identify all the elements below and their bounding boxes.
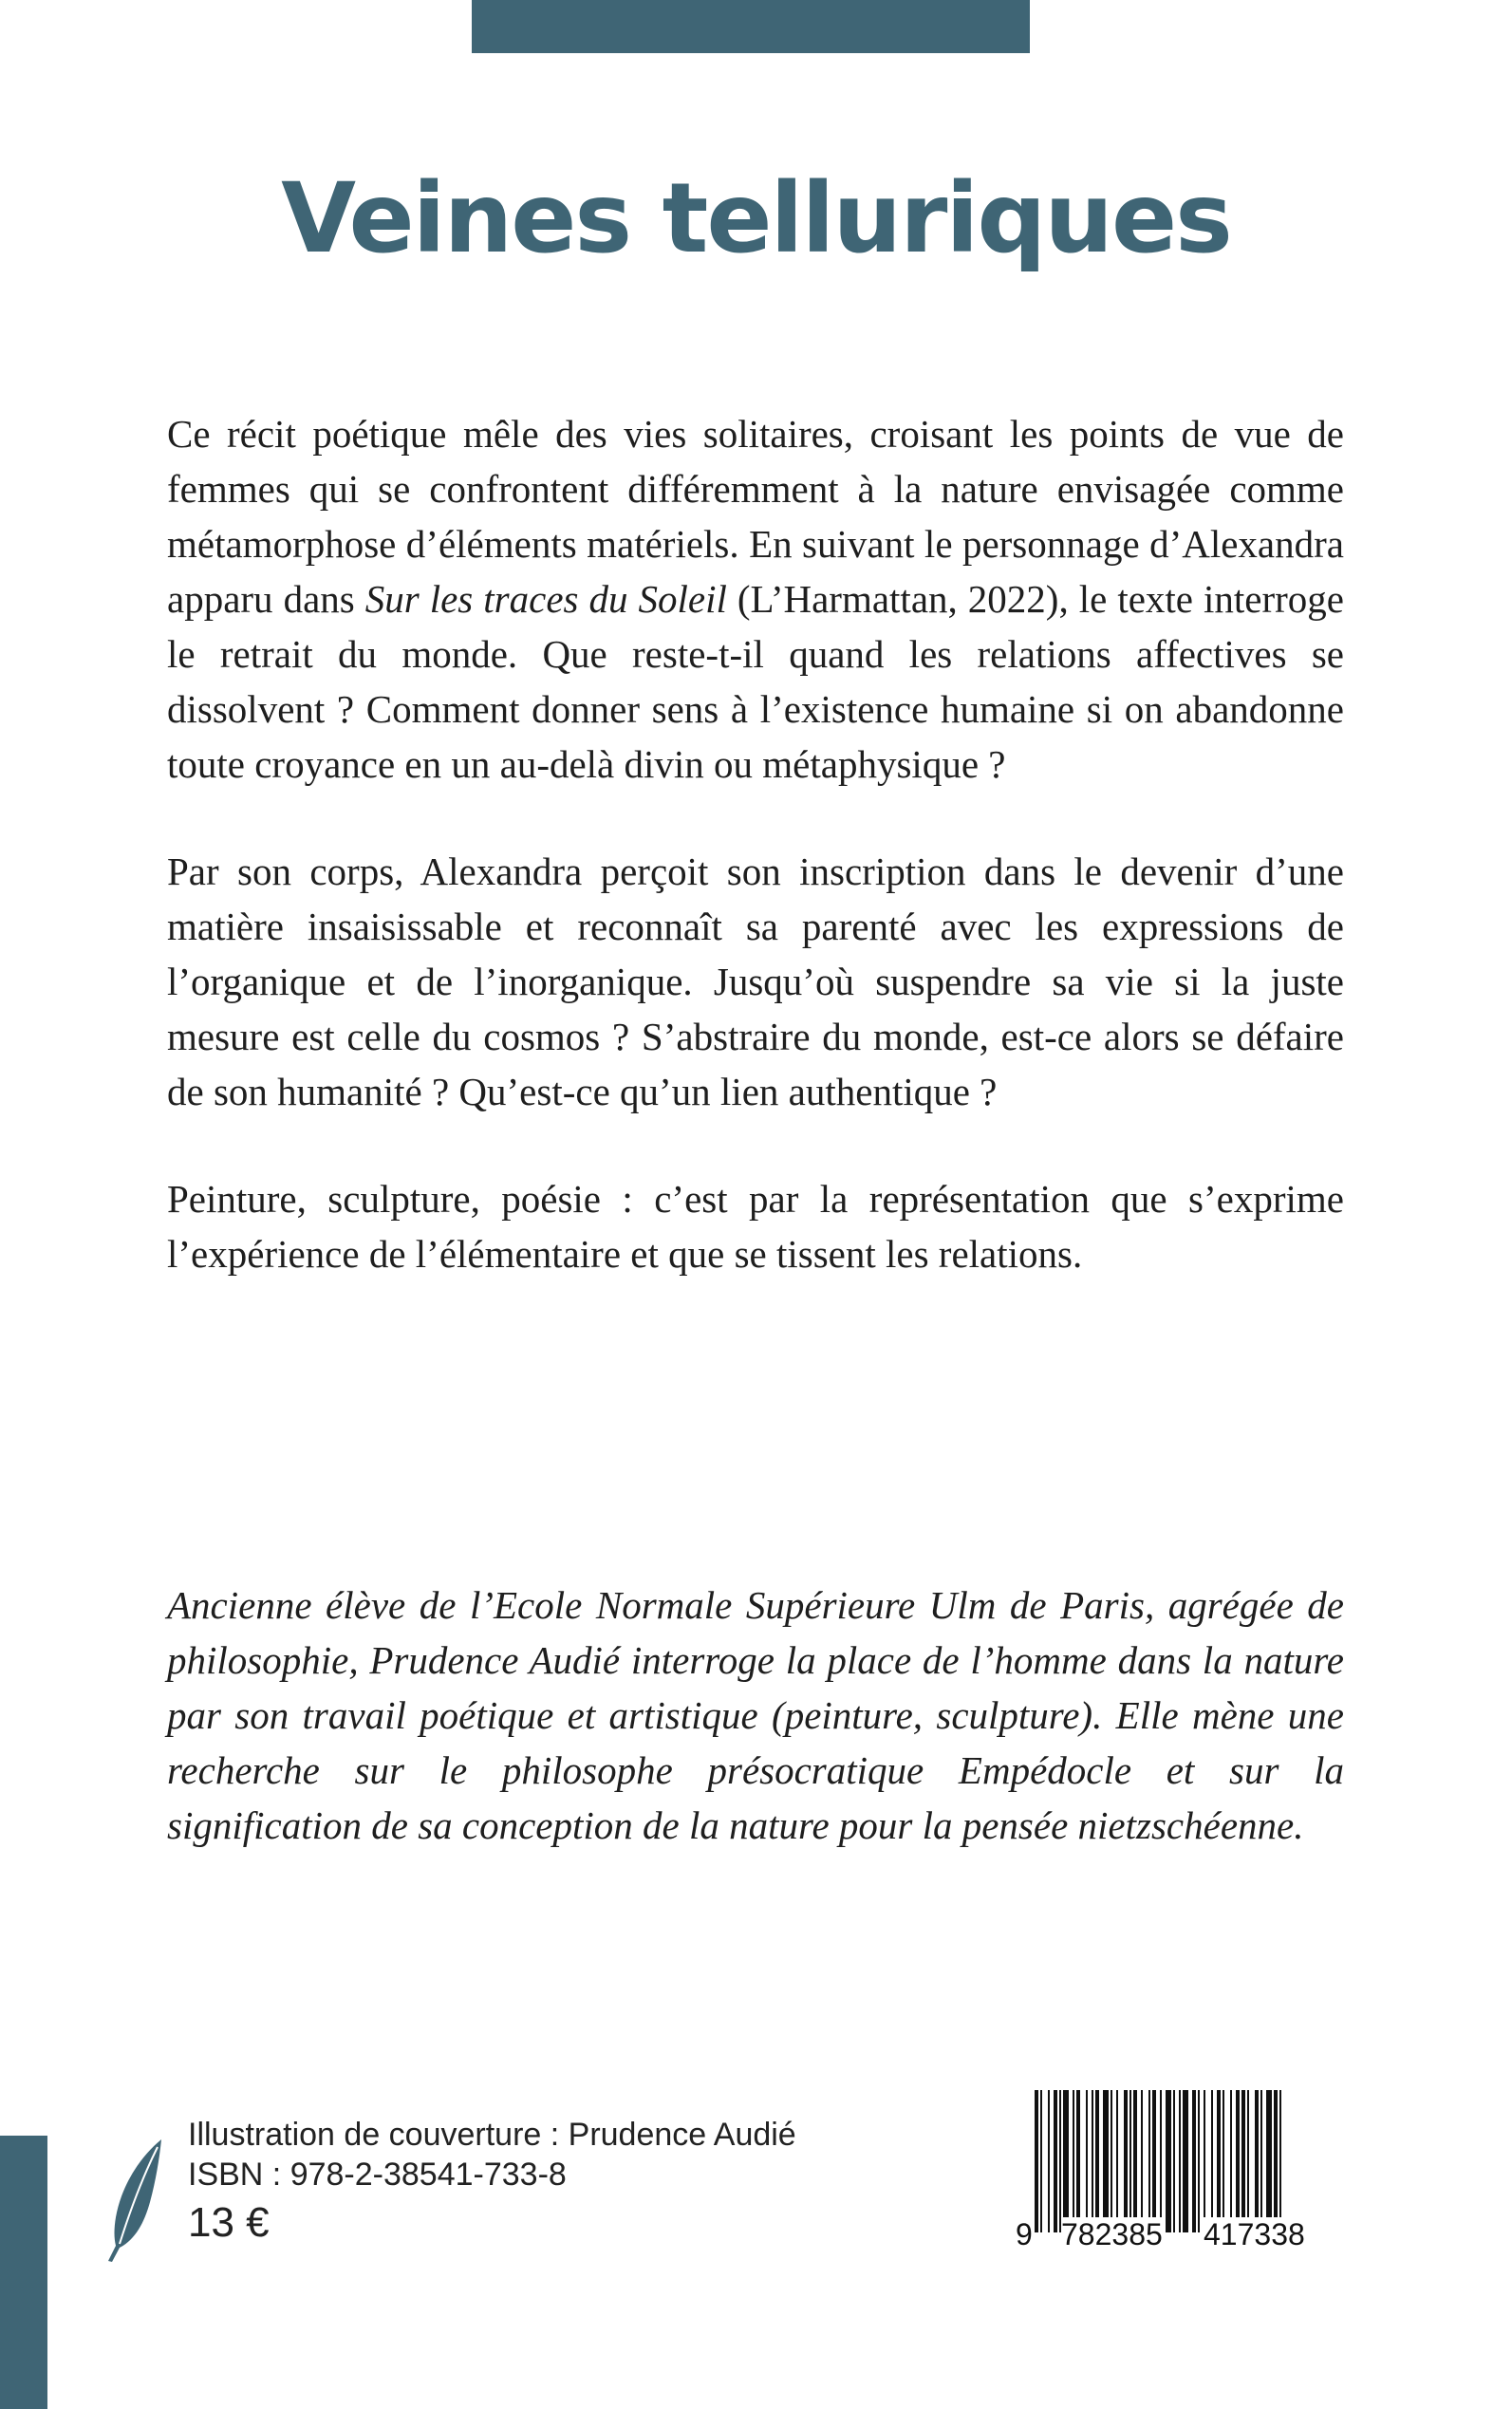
quill-feather-icon <box>103 2136 169 2264</box>
barcode-bar <box>1198 2090 1200 2232</box>
barcode-bar <box>1223 2090 1224 2232</box>
blurb-paragraph-2: Par son corps, Alexandra perçoit son inscription dans le devenir d’une matière insaisissable et reconnaît sa parenté avec les expressions de l’organique et de l’inorganique. Jusqu’où suspendre sa vie si la juste mesure est celle du cosmos ? S’abstraire du monde, est-ce alors se défaire de son humanité ? Qu’est-ce qu’un lien authentique ? <box>167 850 1344 1113</box>
barcode-bar <box>1279 2090 1281 2232</box>
blurb-text: (L’Harmattan, 2022), le texte interroge le retrait du monde. Que reste-t-il quand les relations affectives se dissolvent ? Comment donner sens à l’existence humaine si on abandonne toute croyance en un au-delà divin ou métaphysique ? <box>167 577 1344 786</box>
barcode-icon <box>1016 2090 1329 2280</box>
barcode-bar <box>1103 2090 1109 2232</box>
price: 13 € <box>188 2199 270 2246</box>
barcode-bar <box>1086 2090 1088 2232</box>
isbn: ISBN : 978-2-38541-733-8 <box>188 2157 567 2193</box>
barcode-bar <box>1076 2090 1080 2232</box>
barcode-group-1: 782385 <box>1061 2217 1163 2251</box>
barcode-bar <box>1116 2090 1118 2232</box>
barcode-bar <box>1148 2090 1150 2232</box>
barcode-bar <box>1111 2090 1112 2232</box>
book-title: Veines telluriques <box>281 162 1231 275</box>
credits-block <box>188 2115 796 2251</box>
barcode-bar <box>1152 2090 1156 2232</box>
barcode-bar <box>1054 2090 1057 2232</box>
barcode-bar <box>1063 2090 1069 2232</box>
barcode-lead-digit: 9 <box>1016 2217 1033 2251</box>
barcode-bar <box>1073 2090 1074 2232</box>
barcode-bar <box>1255 2090 1259 2232</box>
barcode-bar <box>1236 2090 1240 2232</box>
barcode-bar <box>1160 2090 1162 2232</box>
barcode-bar <box>1247 2090 1249 2232</box>
barcode-bar <box>1095 2090 1099 2232</box>
barcode-bar <box>1141 2090 1143 2232</box>
barcode-bar <box>1124 2090 1128 2232</box>
top-color-band <box>472 0 1030 53</box>
barcode-bar <box>1274 2090 1278 2232</box>
illustration-credit: Illustration de couverture : Prudence Audié <box>188 2117 796 2153</box>
barcode-bar <box>1260 2090 1262 2232</box>
blurb-text: Ce récit poétique mêle des vies solitaires, croisant les points de vue de femmes qui se confrontent différemment à la nature envisagée comme métamorphose d’éléments matériels. En suivant le personnage d’Alexandra apparu dans <box>167 412 1344 621</box>
blurb-paragraph-1 <box>167 406 1344 792</box>
author-bio: Ancienne élève de l’Ecole Normale Supérieure Ulm de Paris, agrégée de philosophie, Prudence Audié interroge la place de l’homme dans la nature par son travail poétique et artistique (peinture, sculpture). Elle mène une recherche sur le philosophe présocratique Empédocle et sur la signification de sa conception de la nature pour la pensée nietzschéenne. <box>167 1583 1344 1847</box>
barcode-bar <box>1040 2090 1042 2232</box>
barcode-bar <box>1211 2090 1213 2232</box>
barcode-bar <box>1204 2090 1205 2232</box>
back-cover-blurb <box>167 406 1344 1334</box>
barcode-bar <box>1129 2090 1131 2232</box>
barcode-bar <box>1092 2090 1093 2232</box>
barcode-bar <box>1173 2090 1175 2232</box>
barcode-bar <box>1179 2090 1181 2232</box>
barcode-bar <box>1266 2090 1272 2232</box>
barcode-bar <box>1048 2090 1050 2232</box>
barcode-group-2: 417338 <box>1204 2217 1305 2251</box>
barcode-bar <box>1217 2090 1221 2232</box>
barcode-bar <box>1035 2090 1038 2232</box>
barcode-bar <box>1230 2090 1232 2232</box>
barcode-bar <box>1241 2090 1245 2232</box>
blurb-paragraph-3: Peinture, sculpture, poésie : c’est par la représentation que s’exprime l’expérience de l’élémentaire et que se tissent les relations. <box>167 1177 1344 1276</box>
cited-book-title: Sur les traces du Soleil <box>364 577 727 621</box>
barcode-bar <box>1133 2090 1137 2232</box>
barcode-bar <box>1059 2090 1061 2232</box>
spine-color-band <box>0 2136 47 2409</box>
barcode-bar <box>1166 2090 1171 2232</box>
barcode-bar <box>1183 2090 1188 2232</box>
barcode-bar <box>1192 2090 1196 2232</box>
